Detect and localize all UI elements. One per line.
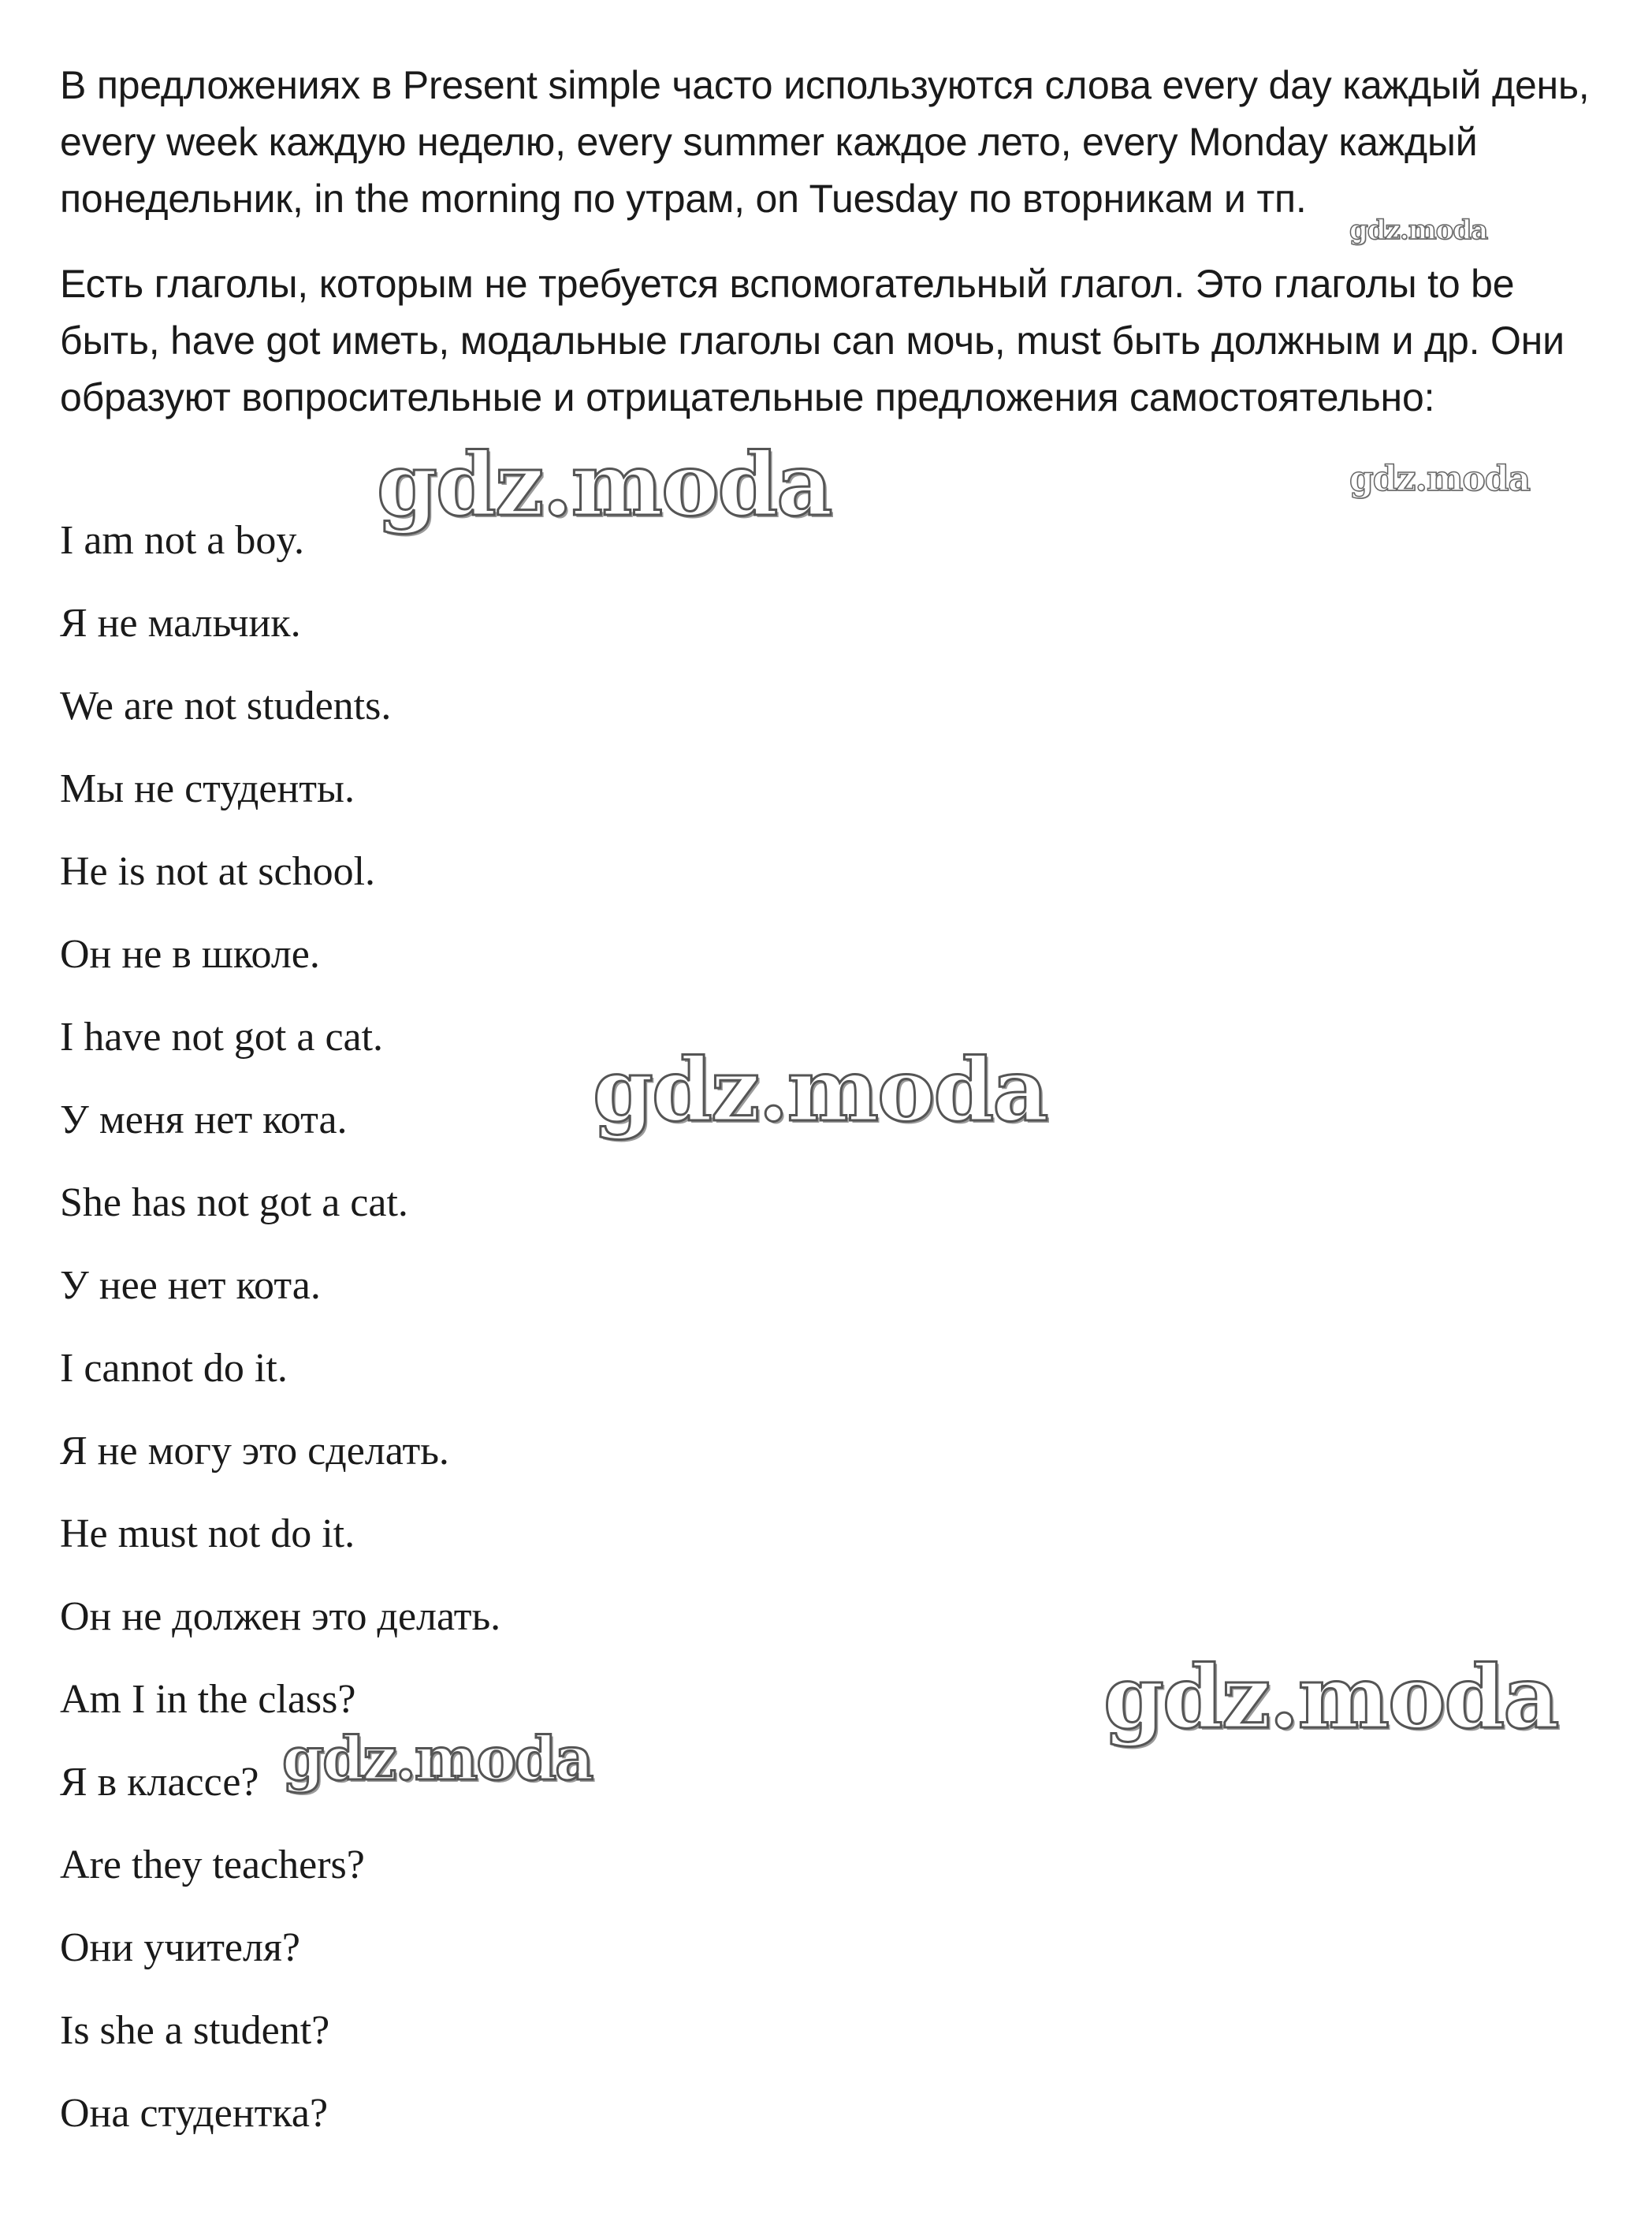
example-line: I cannot do it. <box>60 1346 288 1391</box>
example-line: У меня нет кота. <box>60 1097 348 1142</box>
example-line: Я не могу это сделать. <box>60 1429 449 1474</box>
watermark: gdz.moda <box>377 434 832 535</box>
example-line: Я в классе? <box>60 1760 259 1805</box>
watermark: gdz.moda <box>1349 214 1488 246</box>
example-line: He is not at school. <box>60 849 376 894</box>
watermark: gdz.moda <box>593 1039 1047 1141</box>
example-line: She has not got a cat. <box>60 1180 408 1225</box>
example-line: У нее нет кота. <box>60 1263 321 1308</box>
example-line: Мы не студенты. <box>60 766 355 811</box>
example-line: Он не должен это делать. <box>60 1594 501 1639</box>
intro-paragraph-present-simple: В предложениях в Present simple часто используются слова every day каждый день, every week каждую неделю, every summer каждое лето, every Monday каждый понедельник, in the morning по утрам, on Tuesday по вторникам и тп. <box>60 63 1590 221</box>
intro-paragraph-auxiliary-verbs: Есть глаголы, которым не требуется вспомогательный глагол. Это глаголы to be быть, have got иметь, модальные глаголы can мочь, must быть должным и др. Они образуют вопросительные и отрицательные предложения самостоятельно: <box>60 262 1565 419</box>
example-line: He must not do it. <box>60 1511 355 1556</box>
example-line: I have not got a cat. <box>60 1015 384 1060</box>
watermark: gdz.moda <box>282 1723 593 1794</box>
example-line: We are not students. <box>60 684 392 728</box>
watermark: gdz.moda <box>1349 459 1531 499</box>
example-line: Am I in the class? <box>60 1677 356 1722</box>
example-line: Are they teachers? <box>60 1842 365 1887</box>
example-line: Is she a student? <box>60 2008 330 2053</box>
example-line: I am not a boy. <box>60 518 304 563</box>
example-line: Я не мальчик. <box>60 601 301 646</box>
example-line: Они учителя? <box>60 1925 300 1970</box>
example-line: Он не в школе. <box>60 932 320 977</box>
watermark: gdz.moda <box>1103 1646 1558 1748</box>
example-line: Она студентка? <box>60 2091 329 2136</box>
